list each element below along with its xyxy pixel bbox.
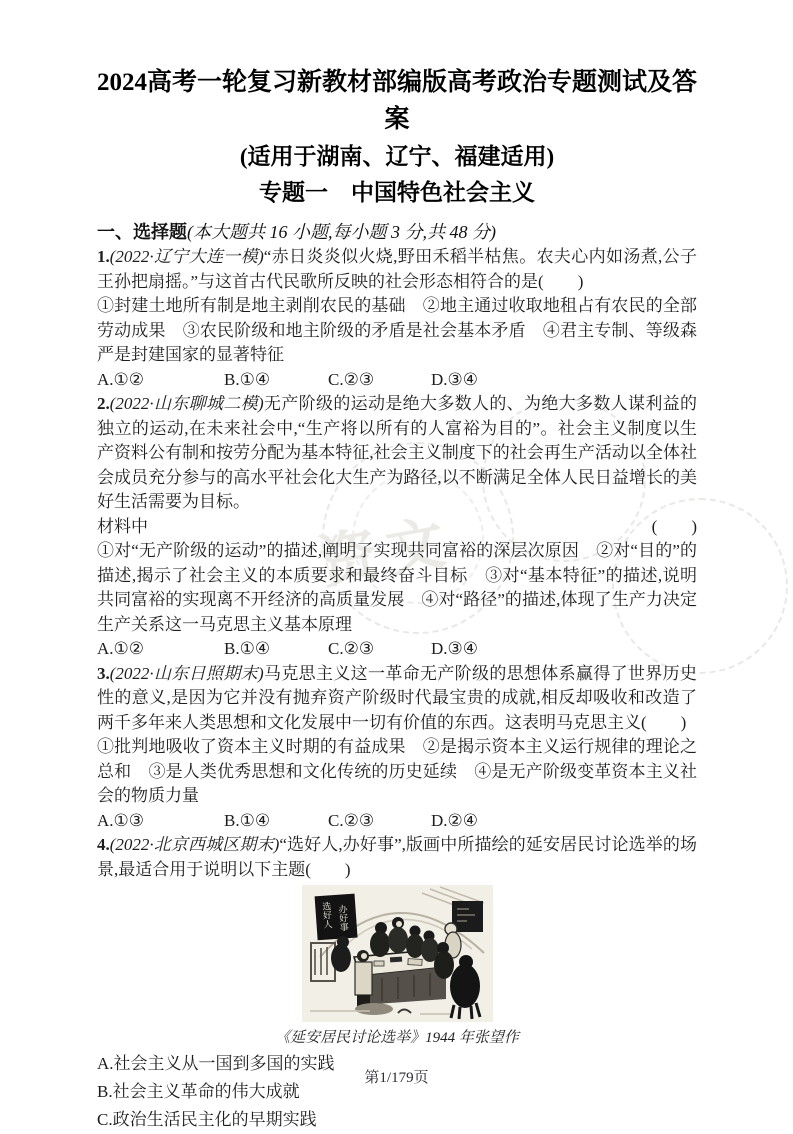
option-a: A.①② <box>97 369 145 389</box>
question-4 <box>97 833 697 1134</box>
option-d: D.③④ <box>431 639 479 658</box>
page-number: 第1/179页 <box>364 1070 429 1086</box>
section-heading-main: 一、选择题 <box>97 222 187 242</box>
question-source: (2022·北京西城区期末) <box>109 835 280 854</box>
question-number: 2. <box>97 394 110 413</box>
question-2 <box>97 392 697 662</box>
question-stem-text: 无产阶级的运动是绝大多数人的、为绝大多数人谋利益的独立的运动,在未来社会中,“生产将以所有的人富裕为目的”。社会主义制度以生产资料公有制和按劳分配为基本特征,社会主义制度下的社会再生产活动以全体社会成员充分参与的高水平社会化大生产为路径,以不断满足全体人民日益增长的美好生活需要为目标。 <box>97 394 698 511</box>
option-c: C.②③ <box>328 369 375 389</box>
question-2-material-line <box>97 515 697 540</box>
woodcut-print-figure <box>97 885 697 1022</box>
question-3-options <box>97 809 697 834</box>
option-d: D.③④ <box>431 369 479 389</box>
figure-caption: 《延安居民讨论选举》1944 年张望作 <box>275 1030 519 1046</box>
document-subtitle: (适用于湖南、辽宁、福建适用) <box>239 144 555 169</box>
section-heading-note: (本大题共 16 小题,每小题 3 分,共 48 分) <box>187 222 496 242</box>
question-2-options <box>97 637 697 662</box>
option-b: B.①④ <box>224 810 271 830</box>
woodcut-print-image <box>302 885 493 1022</box>
option-c: C.②③ <box>328 639 375 658</box>
board-text-column-2: 办好事 <box>336 904 349 932</box>
question-stem-text: “赤日炎炎似火烧,野田禾稻半枯焦。农夫心内如汤煮,公子王孙把扇摇。”与这首古代民歌所反映的社会形态相符合的是( ) <box>97 247 698 291</box>
board-text-column-1: 选好人 <box>320 901 333 929</box>
option-a: A.社会主义从一国到多国的实践 <box>97 1054 335 1073</box>
question-source: (2022·辽宁大连一模) <box>109 247 264 266</box>
option-a: A.①③ <box>97 810 145 830</box>
question-number: 3. <box>97 663 110 683</box>
question-source: (2022·山东聊城二模) <box>109 394 264 413</box>
question-source: (2022·山东日照期末) <box>109 663 264 683</box>
watermark-glyphs: 资文 <box>314 508 460 597</box>
question-3 <box>97 662 697 834</box>
question-3-stem <box>97 662 697 736</box>
question-stem-text: “选好人,办好事”,版画中所描绘的延安居民讨论选举的场景,最适合用于说明以下主题( ) <box>97 835 697 879</box>
question-1 <box>97 245 697 392</box>
answer-paren: ( ) <box>651 516 697 536</box>
option-d: D.②④ <box>431 810 479 830</box>
document-title: 2024高考一轮复习新教材部编版高考政治专题测试及答案 <box>97 69 698 133</box>
question-2-stem <box>97 392 697 515</box>
document-page <box>97 0 697 1134</box>
material-label: 材料中 <box>97 516 148 536</box>
question-2-items: ①对“无产阶级的运动”的描述,阐明了实现共同富裕的深层次原因 ②对“目的”的描述,揭示了社会主义的本质要求和最终奋斗目标 ③对“基本特征”的描述,说明共同富裕的实现离不开经济的高质量发展 ④对“路径”的描述,体现了生产力决定生产关系这一马克思主义基本原理 <box>97 541 697 634</box>
question-3-items: ①批判地吸收了资本主义时期的有益成果 ②是揭示资本主义运行规律的理论之总和 ③是人类优秀思想和文化传统的历史延续 ④是无产阶级变革资本主义社会的物质力量 <box>97 737 697 805</box>
option-a: A.①② <box>97 639 145 658</box>
question-4-stem <box>97 833 697 882</box>
question-1-items: ①封建土地所有制是地主剥削农民的基础 ②地主通过收取地租占有农民的全部劳动成果 ③农民阶级和地主阶级的矛盾是社会基本矛盾 ④君主专制、等级森严是封建国家的显著特征 <box>97 296 697 364</box>
question-number: 1. <box>97 247 110 266</box>
section-heading <box>97 220 697 245</box>
option-b: B.社会主义革命的伟大成就 <box>97 1082 300 1101</box>
topic-title: 专题一 中国特色社会主义 <box>259 179 535 205</box>
option-c: C.②③ <box>328 810 375 830</box>
option-b: B.①④ <box>224 639 271 658</box>
option-c: C.政治生活民主化的早期实践 <box>97 1110 317 1129</box>
option-b: B.①④ <box>224 369 271 389</box>
question-1-stem <box>97 245 697 294</box>
question-number: 4. <box>97 835 110 854</box>
question-1-options <box>97 368 697 393</box>
question-stem-text: 马克思主义这一革命无产阶级的思想体系赢得了世界历史性的意义,是因为它并没有抛弃资产阶级时代最宝贵的成就,相反却吸收和改造了两千多年来人类思想和文化发展中一切有价值的东西。这表明马克思主义( ) <box>97 663 698 732</box>
